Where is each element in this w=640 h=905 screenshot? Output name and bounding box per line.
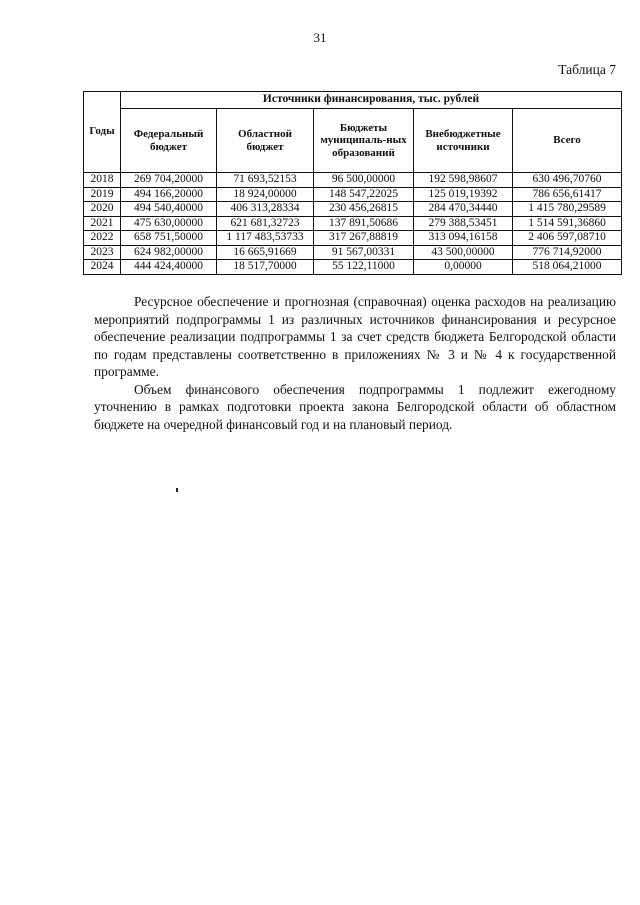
cell-total: 518 064,21000 (513, 260, 622, 275)
cell-extrabudgetary: 0,00000 (414, 260, 513, 275)
cell-total: 2 406 597,08710 (513, 231, 622, 246)
cell-municipal: 55 122,11000 (314, 260, 414, 275)
cell-regional: 406 313,28334 (217, 202, 314, 217)
cell-extrabudgetary: 192 598,98607 (414, 173, 513, 188)
table-row (84, 260, 622, 275)
cell-total: 1 415 780,29589 (513, 202, 622, 217)
cell-federal: 658 751,50000 (121, 231, 217, 246)
col-header-total: Всего (513, 109, 622, 173)
cell-extrabudgetary: 284 470,34440 (414, 202, 513, 217)
cell-year: 2024 (84, 260, 121, 275)
paragraph-funding-volume: Объем финансового обеспечения подпрограммы 1 подлежит ежегодному уточнению в рамках подготовки проекта закона Белгородской области об областном бюджете на очередной финансовый год и на плановый период. (94, 381, 616, 432)
table-label: Таблица 7 (558, 62, 616, 77)
cell-municipal: 96 500,00000 (314, 173, 414, 188)
cell-total: 776 714,92000 (513, 245, 622, 260)
cell-regional: 71 693,52153 (217, 173, 314, 188)
cell-federal: 624 982,00000 (121, 245, 217, 260)
cell-extrabudgetary: 313 094,16158 (414, 231, 513, 246)
cell-regional: 18 517,70000 (217, 260, 314, 275)
cell-regional: 1 117 483,53733 (217, 231, 314, 246)
table-row (84, 202, 622, 217)
cell-municipal: 230 456,26815 (314, 202, 414, 217)
cell-total: 1 514 591,36860 (513, 216, 622, 231)
cell-regional: 621 681,32723 (217, 216, 314, 231)
cell-regional: 18 924,00000 (217, 187, 314, 202)
table-row (84, 216, 622, 231)
cell-federal: 444 424,40000 (121, 260, 217, 275)
cell-extrabudgetary: 279 388,53451 (414, 216, 513, 231)
cell-year: 2021 (84, 216, 121, 231)
cell-municipal: 317 267,88819 (314, 231, 414, 246)
cell-year: 2022 (84, 231, 121, 246)
table-row (84, 245, 622, 260)
cell-total: 630 496,70760 (513, 173, 622, 188)
cell-federal: 475 630,00000 (121, 216, 217, 231)
cell-federal: 269 704,20000 (121, 173, 217, 188)
cell-extrabudgetary: 43 500,00000 (414, 245, 513, 260)
col-header-federal: Федеральный бюджет (121, 109, 217, 173)
financing-table (83, 91, 622, 275)
table-row (84, 173, 622, 188)
cell-extrabudgetary: 125 019,19392 (414, 187, 513, 202)
table-row (84, 187, 622, 202)
cell-municipal: 137 891,50686 (314, 216, 414, 231)
body-text (94, 293, 616, 433)
cell-total: 786 656,61417 (513, 187, 622, 202)
table-row (84, 231, 622, 246)
scan-speck (176, 488, 178, 492)
cell-year: 2019 (84, 187, 121, 202)
group-header: Источники финансирования, тыс. рублей (121, 92, 622, 109)
col-header-extrabudgetary: Внебюджетные источники (414, 109, 513, 173)
cell-municipal: 91 567,00331 (314, 245, 414, 260)
cell-year: 2018 (84, 173, 121, 188)
cell-federal: 494 166,20000 (121, 187, 217, 202)
paragraph-resource-provision: Ресурсное обеспечение и прогнозная (справочная) оценка расходов на реализацию мероприятий подпрограммы 1 из различных источников финансирования и ресурсное обеспечение реализации подпрограммы 1 за счет средств бюджета Белгородской области по годам представлены соответственно в приложениях № 3 и № 4 к государственной программе. (94, 294, 616, 379)
cell-year: 2023 (84, 245, 121, 260)
cell-federal: 494 540,40000 (121, 202, 217, 217)
cell-year: 2020 (84, 202, 121, 217)
col-header-regional: Областной бюджет (217, 109, 314, 173)
year-header: Годы (84, 92, 121, 173)
col-header-municipal: Бюджеты муниципаль-ных образований (314, 109, 414, 173)
cell-municipal: 148 547,22025 (314, 187, 414, 202)
cell-regional: 16 665,91669 (217, 245, 314, 260)
page-number: 31 (313, 30, 327, 45)
